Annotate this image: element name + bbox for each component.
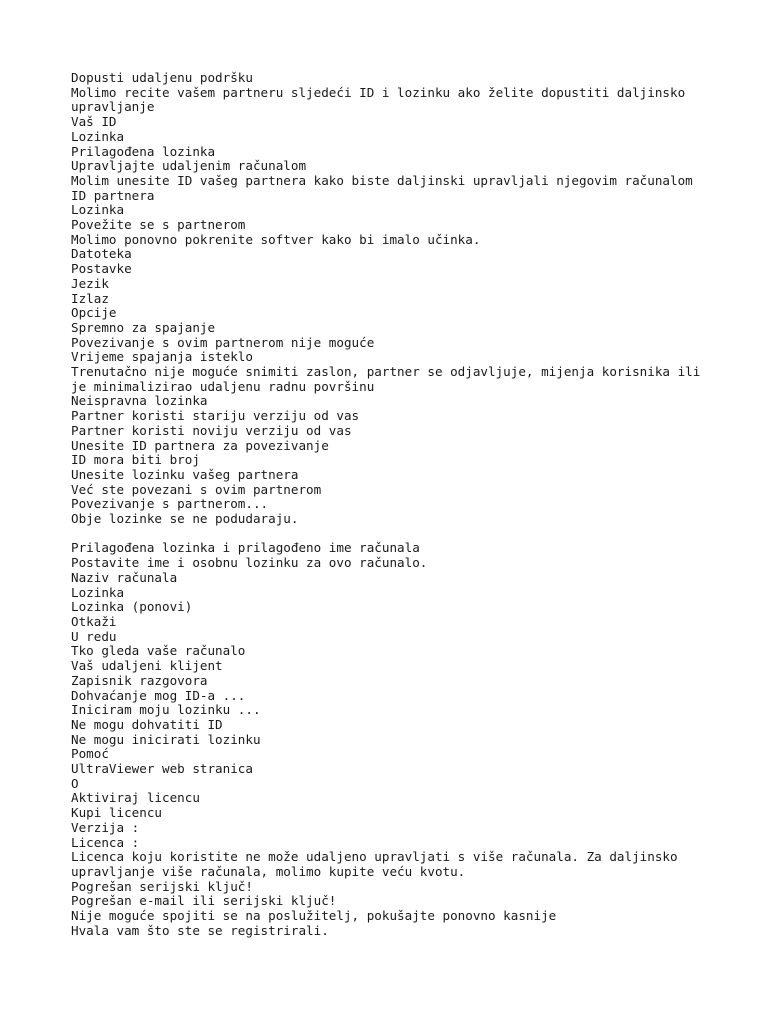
text-section-1 — [71, 71, 711, 527]
text-section-2 — [71, 541, 711, 938]
text-line: Lozinka (ponovi) — [71, 599, 193, 615]
text-line: Spremno za spajanje — [71, 319, 216, 335]
text-line: Postavke — [71, 261, 132, 277]
text-line: Otkaži — [71, 614, 117, 629]
text-line: Vaš ID — [71, 114, 117, 130]
text-line: Pogrešan e-mail ili serijski ključ! — [71, 893, 337, 909]
text-line: Trenutačno nije moguće snimiti zaslon, partner se odjavljuje, mijenja korisnika ili — [71, 364, 701, 380]
text-line: Ne mogu inicirati lozinku — [71, 731, 261, 747]
text-line: Prilagođena lozinka — [71, 143, 216, 159]
text-line: Obje lozinke se ne podudaraju. — [71, 511, 299, 527]
text-line: Izlaz — [71, 290, 109, 306]
text-line: Ne mogu dohvatiti ID — [71, 716, 223, 732]
text-line: Licenca koju koristite ne može udaljeno upravljati s više računala. Za daljinsko — [71, 849, 678, 865]
text-line: Aktiviraj licencu — [71, 790, 200, 806]
text-line: Nije moguće spojiti se na poslužitelj, pokušajte ponovno kasnije — [71, 908, 557, 924]
text-line: Dopusti udaljenu podršku — [71, 70, 253, 85]
text-line: Lozinka — [71, 128, 125, 144]
text-line: Kupi licencu — [71, 805, 162, 821]
text-line: Povezivanje s ovim partnerom nije moguće — [71, 334, 375, 350]
text-line: Vaš udaljeni klijent — [71, 658, 223, 674]
text-line: Molimo recite vašem partneru sljedeći ID i lozinku ako želite dopustiti daljinsko — [71, 84, 686, 100]
text-line: Hvala vam što ste se registrirali. — [71, 922, 329, 938]
text-line: Neispravna lozinka — [71, 393, 208, 409]
section-gap — [71, 527, 711, 542]
text-line: Povezivanje s partnerom... — [71, 496, 269, 512]
text-line: Pogrešan serijski ključ! — [71, 878, 253, 894]
text-line: Prilagođena lozinka i prilagođeno ime računala — [71, 540, 420, 556]
text-line: Unesite ID partnera za povezivanje — [71, 437, 329, 453]
text-line: Iniciram moju lozinku ... — [71, 702, 261, 718]
text-line: Postavite ime i osobnu lozinku za ovo računalo. — [71, 555, 428, 571]
text-line: O — [71, 775, 79, 791]
text-line: Molim unesite ID vašeg partnera kako biste daljinski upravljali njegovim računalom — [71, 172, 693, 188]
text-line: Tko gleda vaše računalo — [71, 643, 246, 659]
text-line: upravljanje više računala, molimo kupite veću kvotu. — [71, 863, 466, 879]
text-line: Datoteka — [71, 246, 132, 262]
text-line: Partner koristi noviju verziju od vas — [71, 422, 352, 438]
text-line: Dohvaćanje mog ID-a ... — [71, 687, 246, 703]
document-page — [71, 71, 711, 938]
text-line: Zapisnik razgovora — [71, 672, 208, 688]
text-line: Lozinka — [71, 584, 125, 600]
text-line: Naziv računala — [71, 569, 178, 585]
text-line: Upravljajte udaljenim računalom — [71, 158, 307, 174]
text-line: Partner koristi stariju verziju od vas — [71, 408, 360, 424]
text-line: Pomoć — [71, 746, 109, 762]
text-line: Opcije — [71, 305, 117, 321]
text-line: UltraViewer web stranica — [71, 761, 253, 777]
text-line: upravljanje — [71, 99, 155, 115]
text-line: Licenca : — [71, 834, 140, 850]
text-line: je minimalizirao udaljenu radnu površinu — [71, 378, 375, 394]
text-line: Lozinka — [71, 202, 125, 218]
text-line: U redu — [71, 628, 117, 644]
text-line: Molimo ponovno pokrenite softver kako bi imalo učinka. — [71, 231, 481, 247]
text-line: Već ste povezani s ovim partnerom — [71, 481, 322, 497]
text-line: Verzija : — [71, 819, 140, 835]
text-line: Unesite lozinku vašeg partnera — [71, 466, 299, 482]
text-line: Povežite se s partnerom — [71, 217, 246, 233]
text-line: ID partnera — [71, 187, 155, 203]
text-line: Vrijeme spajanja isteklo — [71, 349, 253, 365]
text-line: Jezik — [71, 275, 109, 291]
text-line: ID mora biti broj — [71, 452, 200, 468]
